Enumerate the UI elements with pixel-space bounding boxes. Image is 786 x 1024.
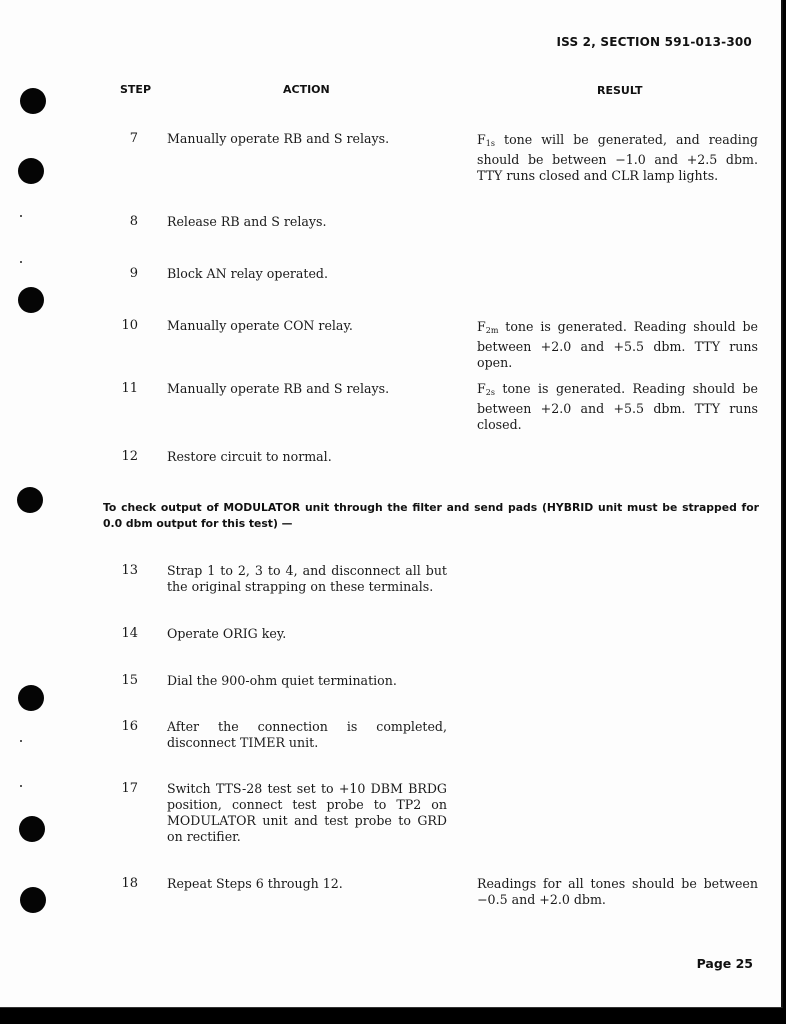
step-number: 7: [129, 131, 138, 146]
binder-hole-icon: [18, 287, 44, 313]
column-header-result: RESULT: [597, 84, 643, 97]
step-result: [477, 132, 758, 184]
step-action: Repeat Steps 6 through 12.: [167, 876, 343, 891]
result-text: tone is generated. Reading should be between +2.0 and +5.5 dbm. TTY runs closed.: [477, 381, 758, 432]
step-action: Manually operate RB and S relays.: [167, 131, 390, 146]
tone-subscript: 2s: [485, 388, 495, 397]
section-note: To check output of MODULATOR unit through the filter and send pads (HYBRID unit must be strapped for 0.0 dbm output for this test) —: [103, 501, 759, 530]
tone-symbol: F: [477, 381, 486, 396]
binder-hole-icon: [20, 88, 46, 114]
binder-hole-icon: [18, 158, 44, 184]
step-action: Dial the 900-ohm quiet termination.: [167, 673, 397, 688]
column-header-action: ACTION: [283, 83, 330, 96]
step-number: 16: [121, 719, 138, 734]
step-action: Manually operate CON relay.: [167, 318, 353, 333]
step-number: 13: [121, 563, 138, 578]
section-header: ISS 2, SECTION 591-013-300: [556, 35, 752, 49]
speck-mark: [20, 215, 22, 217]
tone-symbol: F: [477, 319, 486, 334]
tone-subscript: 1s: [485, 139, 495, 148]
step-action: After the connection is completed, disconnect TIMER unit.: [167, 719, 447, 750]
step-action: Strap 1 to 2, 3 to 4, and disconnect all but the original strapping on these terminals.: [167, 563, 447, 594]
speck-mark: [20, 740, 22, 742]
step-action: Restore circuit to normal.: [167, 449, 332, 464]
step-action: Operate ORIG key.: [167, 626, 287, 641]
page-number: Page 25: [696, 956, 753, 971]
step-number: 9: [129, 266, 138, 281]
column-header-step: STEP: [120, 83, 152, 96]
speck-mark: [20, 261, 22, 263]
step-number: 10: [121, 318, 138, 333]
step-result: [477, 381, 758, 433]
step-number: 15: [121, 673, 138, 688]
binder-hole-icon: [19, 816, 45, 842]
step-number: 14: [121, 626, 138, 641]
step-result: [477, 319, 758, 371]
binder-hole-icon: [20, 887, 46, 913]
step-action: Switch TTS-28 test set to +10 DBM BRDG position, connect test probe to TP2 on MODULATOR unit and test probe to GRD on rectifier.: [167, 781, 447, 844]
tone-subscript: 2m: [485, 326, 499, 335]
result-text: tone is generated. Reading should be between +2.0 and +5.5 dbm. TTY runs open.: [477, 319, 758, 370]
step-action: Release RB and S relays.: [167, 214, 327, 229]
step-number: 8: [129, 214, 138, 229]
step-number: 17: [121, 781, 138, 796]
step-action: Block AN relay operated.: [167, 266, 329, 281]
step-action: Manually operate RB and S relays.: [167, 381, 390, 396]
step-number: 11: [121, 381, 138, 396]
tone-symbol: F: [477, 132, 486, 147]
result-text: tone will be generated, and reading should be between −1.0 and +2.5 dbm. TTY runs closed and CLR lamp lights.: [477, 132, 758, 183]
step-result: Readings for all tones should be between −0.5 and +2.0 dbm.: [477, 876, 758, 907]
speck-mark: [20, 785, 22, 787]
binder-hole-icon: [18, 685, 44, 711]
step-number: 12: [121, 449, 138, 464]
step-number: 18: [121, 876, 138, 891]
binder-hole-icon: [17, 487, 43, 513]
